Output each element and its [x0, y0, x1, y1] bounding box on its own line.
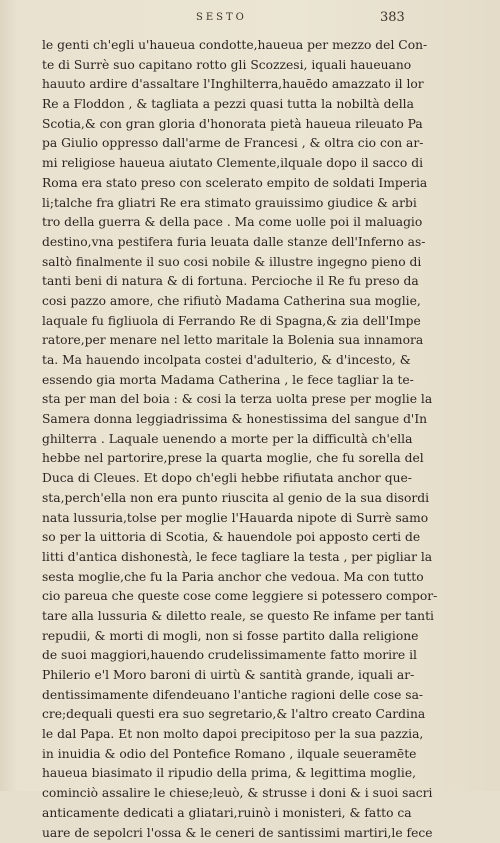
text-line: tro della guerra & della pace . Ma come uolle poi il maluagio — [42, 213, 454, 233]
text-line: ta. Ma hauendo incolpata costei d'adulterio, & d'incesto, & — [42, 351, 454, 371]
text-line: li;talche fra gliatri Re era stimato grauissimo giudice & arbi — [42, 194, 454, 214]
text-line: ghilterra . Laquale uenendo a morte per la difficultà ch'ella — [42, 430, 454, 450]
text-line: repudii, & morti di mogli, non si fosse partito dalla religione — [42, 627, 454, 647]
text-line: essendo gia morta Madama Catherina , le fece tagliar la te- — [42, 371, 454, 391]
text-line: le genti ch'egli u'haueua condotte,haueua per mezzo del Con- — [42, 36, 454, 56]
text-line: hauuto ardire d'assaltare l'Inghilterra,hauēdo amazzato il lor — [42, 75, 454, 95]
running-head: SESTO — [196, 12, 247, 23]
page-header — [0, 8, 500, 30]
text-line: cosi pazzo amore, che rifiutò Madama Catherina sua moglie, — [42, 292, 454, 312]
text-line: Philerio e'l Moro baroni di uirtù & santità grande, iquali ar- — [42, 666, 454, 686]
text-line: uare de sepolcri l'ossa & le ceneri de santissimi martiri,le fece — [42, 824, 454, 843]
text-line: destino,vna pestifera furia leuata dalle stanze dell'Inferno as- — [42, 233, 454, 253]
text-line: tare alla lussuria & diletto reale, se questo Re infame per tanti — [42, 607, 454, 627]
page-number: 383 — [380, 10, 405, 25]
text-line: cio pareua che queste cose come leggiere si potessero compor- — [42, 587, 454, 607]
text-line: laquale fu figliuola di Ferrando Re di Spagna,& zia dell'Impe — [42, 312, 454, 332]
text-line: sta per man del boia : & cosi la terza uolta prese per moglie la — [42, 390, 454, 410]
text-line: so per la uittoria di Scotia, & hauendole poi apposto certi de — [42, 528, 454, 548]
text-line: dentissimamente difendeuano l'antiche ragioni delle cose sa- — [42, 686, 454, 706]
text-line: le dal Papa. Et non molto dapoi precipitoso per la sua pazzia, — [42, 725, 454, 745]
text-line: hebbe nel partorire,prese la quarta moglie, che fu sorella del — [42, 449, 454, 469]
text-line: ratore,per menare nel letto maritale la Bolenia sua innamora — [42, 331, 454, 351]
text-line: cre;dequali questi era suo segretario,& l'altro creato Cardina — [42, 705, 454, 725]
text-line: sesta moglie,che fu la Paria anchor che vedoua. Ma con tutto — [42, 568, 454, 588]
text-line: Samera donna leggiadrissima & honestissima del sangue d'In — [42, 410, 454, 430]
text-line: de suoi maggiori,hauendo crudelissimamente fatto morire il — [42, 646, 454, 666]
text-line: pa Giulio oppresso dall'arme de Francesi , & oltra cio con ar- — [42, 134, 454, 154]
text-line: litti d'antica dishonestà, le fece tagliare la testa , per pigliar la — [42, 548, 454, 568]
text-line: saltò finalmente il suo cosi nobile & illustre ingegno pieno di — [42, 253, 454, 273]
text-line: sta,perch'ella non era punto riuscita al genio de la sua disordi — [42, 489, 454, 509]
text-line: haueua biasimato il ripudio della prima, & legittima moglie, — [42, 764, 454, 784]
text-line: Re a Floddon , & tagliata a pezzi quasi tutta la nobiltà della — [42, 95, 454, 115]
text-line: mi religiose haueua aiutato Clemente,ilquale dopo il sacco di — [42, 154, 454, 174]
text-line: tanti beni di natura & di fortuna. Percioche il Re fu preso da — [42, 272, 454, 292]
text-line: Roma era stato preso con scelerato empito de soldati Imperia — [42, 174, 454, 194]
text-line: Scotia,& con gran gloria d'honorata pietà haueua rileuato Pa — [42, 115, 454, 135]
text-line: nata lussuria,tolse per moglie l'Hauarda nipote di Surrè samo — [42, 509, 454, 529]
text-line: anticamente dedicati a gliatari,ruinò i monisteri, & fatto ca — [42, 804, 454, 824]
text-line: te di Surrè suo capitano rotto gli Scozzesi, iquali haueuano — [42, 56, 454, 76]
text-line: in inuidia & odio del Pontefice Romano , ilquale seueramēte — [42, 745, 454, 765]
text-line: cominciò assalire le chiese;leuò, & strusse i doni & i suoi sacri — [42, 784, 454, 804]
body-text — [42, 36, 454, 843]
text-line: Duca di Cleues. Et dopo ch'egli hebbe rifiutata anchor que- — [42, 469, 454, 489]
